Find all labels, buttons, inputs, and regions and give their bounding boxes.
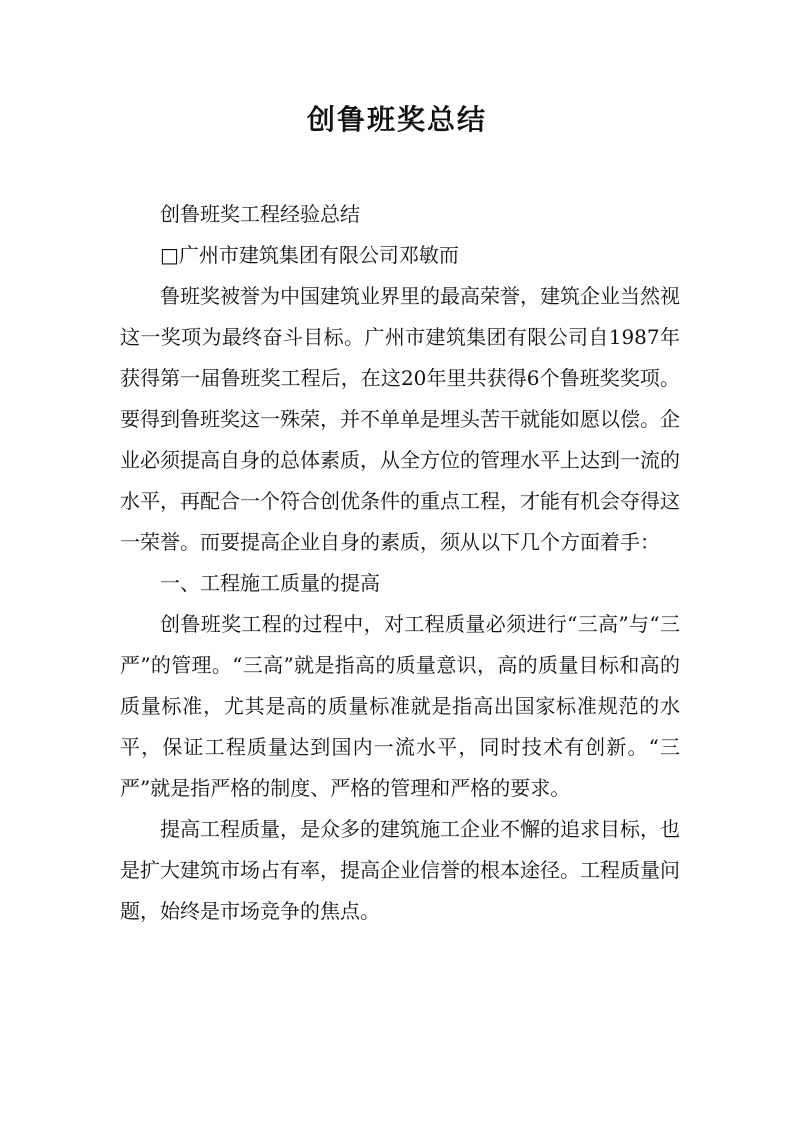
document-body <box>120 194 680 932</box>
document-title: 创鲁班奖总结 <box>306 103 487 136</box>
section-heading-quality: 一、工程施工质量的提高 <box>160 571 380 595</box>
paragraph-intro: 鲁班奖被誉为中国建筑业界里的最高荣誉，建筑企业当然视这一奖项为最终奋斗目标。广州市建筑集团有限公司自1987年获得第一届鲁班奖工程后，在这20年里共获得6个鲁班奖奖项。要得到鲁班奖这一殊荣，并不单单是埋头苦干就能如愿以偿。企业必须提高自身的总体素质，从全方位的管理水平上达到一流的水平，再配合一个符合创优条件的重点工程，才能有机会夺得这一荣誉。而要提高企业自身的素质，须从以下几个方面着手： <box>120 284 680 554</box>
paragraph-subtitle: 创鲁班奖工程经验总结 <box>160 202 360 226</box>
paragraph-quality-goal: 提高工程质量，是众多的建筑施工企业不懈的追求目标，也是扩大建筑市场占有率，提高企业信誉的根本途径。工程质量问题，始终是市场竞争的焦点。 <box>120 817 680 923</box>
paragraph-author: □广州市建筑集团有限公司邓敏而 <box>160 243 459 267</box>
paragraph-three-high-three-strict: 创鲁班奖工程的过程中，对工程质量必须进行“三高”与“三严”的管理。“三高”就是指高的质量意识，高的质量目标和高的质量标准，尤其是高的质量标准就是指高出国家标准规范的水平，保证工程质量达到国内一流水平，同时技术有创新。“三严”就是指严格的制度、严格的管理和严格的要求。 <box>120 612 680 800</box>
